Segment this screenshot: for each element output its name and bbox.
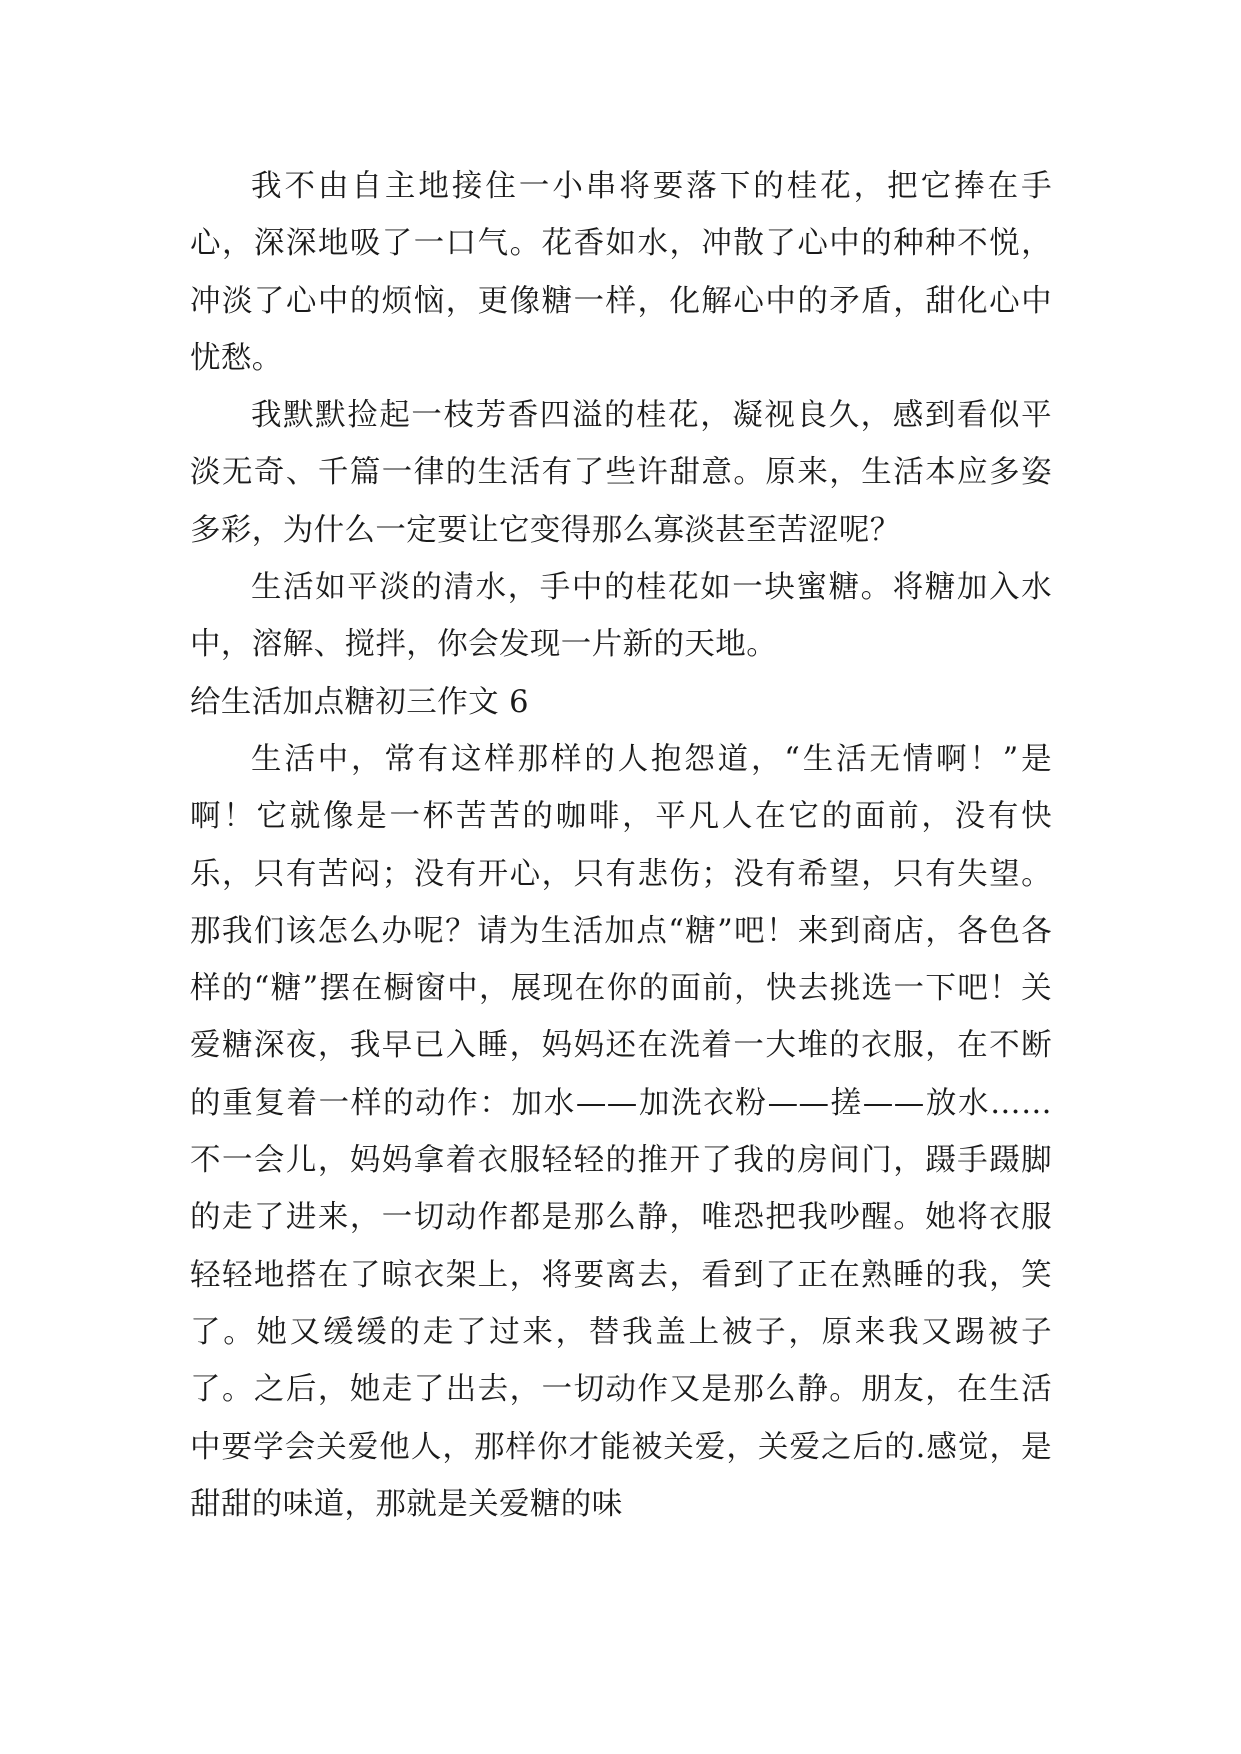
- paragraph-osmanthus-catch: 我不由自主地接住一小串将要落下的桂花，把它捧在手心，深深地吸了一口气。花香如水，冲散了心中的种种不悦，冲淡了心中的烦恼，更像糖一样，化解心中的矛盾，甜化心中忧愁。: [190, 169, 1052, 376]
- paragraph-life-water: 生活如平淡的清水，手中的桂花如一块蜜糖。将糖加入水中，溶解、搅拌，你会发现一片新的天地。: [190, 570, 1052, 663]
- paragraph-osmanthus-branch: 我默默捡起一枝芳香四溢的桂花，凝视良久，感到看似平淡无奇、千篇一律的生活有了些许甜意。原来，生活本应多姿多彩，为什么一定要让它变得那么寡淡甚至苦涩呢？: [190, 398, 1052, 548]
- paragraph-care-candy: 生活中，常有这样那样的人抱怨道，“生活无情啊！”是啊！它就像是一杯苦苦的咖啡，平凡人在它的面前，没有快乐，只有苦闷；没有开心，只有悲伤；没有希望，只有失望。那我们该怎么办呢？请为生活加点“糖”吧！来到商店，各色各样的“糖”摆在橱窗中，展现在你的面前，快去挑选一下吧！关爱糖深夜，我早已入睡，妈妈还在洗着一大堆的衣服，在不断的重复着一样的动作：加水——加洗衣粉——搓——放水……不一会儿，妈妈拿着衣服轻轻的推开了我的房间门，蹑手蹑脚的走了进来，一切动作都是那么静，唯恐把我吵醒。她将衣服轻轻地搭在了晾衣架上，将要离去，看到了正在熟睡的我，笑了。她又缓缓的走了过来，替我盖上被子，原来我又踢被子了。之后，她走了出去，一切动作又是那么静。朋友，在生活中要学会关爱他人，那样你才能被关爱，关爱之后的.感觉，是甜甜的味道，那就是关爱糖的味: [190, 741, 1052, 1522]
- essay-title: 给生活加点糖初三作文 6: [190, 684, 529, 720]
- document-body: [190, 158, 1052, 1533]
